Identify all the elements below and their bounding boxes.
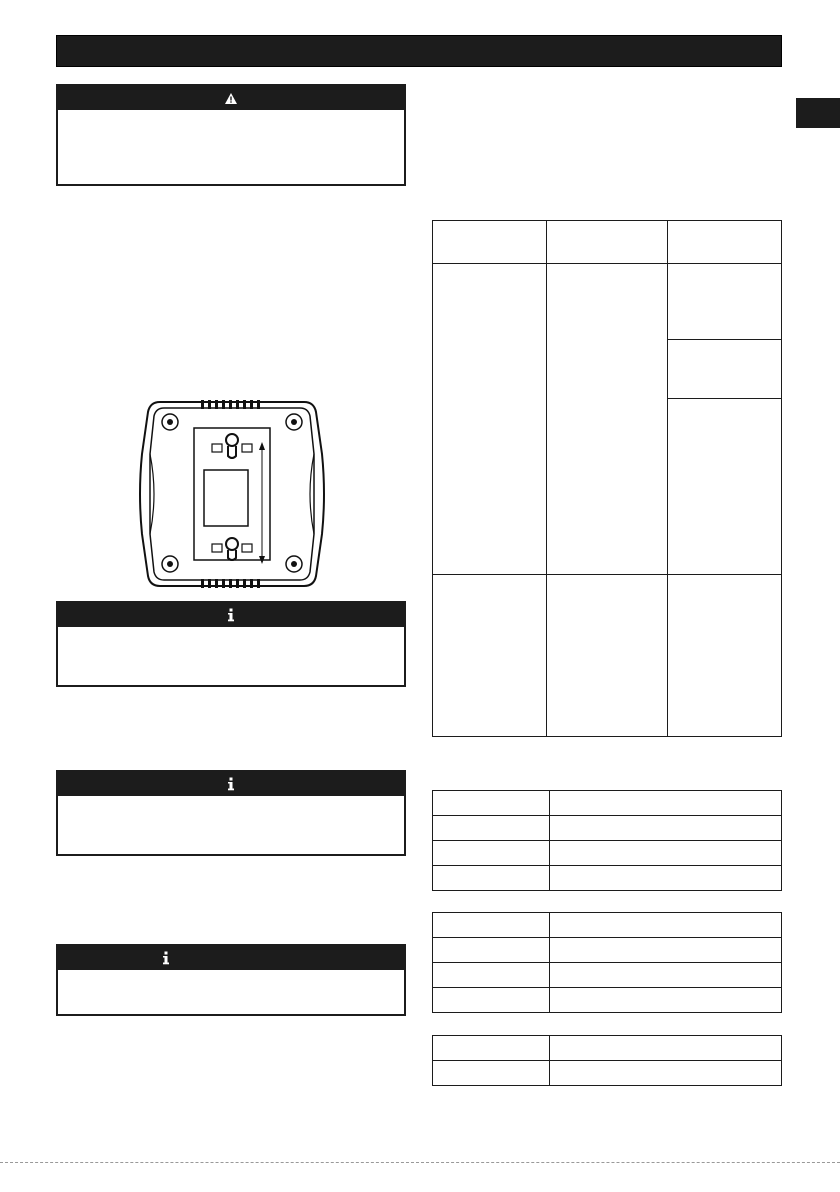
- spec-row: [433, 1036, 782, 1061]
- info-icon: [162, 951, 170, 965]
- spec-label: [433, 866, 550, 891]
- info-notice-1: [56, 601, 406, 687]
- status-table-cell: [668, 264, 782, 340]
- spec-row: [433, 1061, 782, 1086]
- spec-table-1: [432, 790, 782, 891]
- spec-value: [550, 988, 782, 1013]
- spec-label: [433, 963, 550, 988]
- spec-label: [433, 913, 550, 938]
- status-table-cell: [547, 264, 668, 575]
- status-table-cell: [668, 399, 782, 575]
- charger-underside-figure: [138, 394, 326, 594]
- status-table-row: [433, 575, 782, 737]
- page-header-bar: [56, 35, 782, 67]
- spec-table-2: [432, 912, 782, 1013]
- status-table-cell: [547, 575, 668, 737]
- status-table: [432, 220, 782, 737]
- info-notice-3-header: [58, 946, 404, 970]
- spec-row: [433, 988, 782, 1013]
- status-table-header-cell: [668, 221, 782, 264]
- status-table-cell: [433, 264, 547, 575]
- spec-value: [550, 1061, 782, 1086]
- spec-label: [433, 988, 550, 1013]
- status-table-cell: [433, 575, 547, 737]
- spec-label: [433, 1061, 550, 1086]
- language-tab: [796, 98, 840, 128]
- spec-value: [550, 938, 782, 963]
- info-icon: [227, 608, 235, 622]
- spec-label: [433, 841, 550, 866]
- warning-triangle-icon: [224, 92, 238, 105]
- spec-value: [550, 866, 782, 891]
- spec-row: [433, 791, 782, 816]
- status-table-header-cell: [433, 221, 547, 264]
- info-notice-3: [56, 944, 406, 1016]
- info-notice-2: [56, 770, 406, 856]
- spec-row: [433, 963, 782, 988]
- spec-row: [433, 913, 782, 938]
- spec-table-3: [432, 1035, 782, 1086]
- info-notice-1-header: [58, 603, 404, 627]
- status-table-cell: [668, 575, 782, 737]
- warning-notice: [56, 84, 406, 186]
- status-table-cell: [668, 340, 782, 399]
- status-table-row: [433, 264, 782, 340]
- spec-row: [433, 938, 782, 963]
- page-edge-divider: [0, 1162, 840, 1163]
- warning-notice-header: [58, 86, 404, 110]
- spec-row: [433, 841, 782, 866]
- spec-value: [550, 913, 782, 938]
- spec-label: [433, 938, 550, 963]
- status-table-header-row: [433, 221, 782, 264]
- spec-row: [433, 866, 782, 891]
- info-notice-2-header: [58, 772, 404, 796]
- spec-value: [550, 1036, 782, 1061]
- spec-label: [433, 791, 550, 816]
- spec-value: [550, 841, 782, 866]
- spec-value: [550, 791, 782, 816]
- info-icon: [227, 777, 235, 791]
- spec-label: [433, 1036, 550, 1061]
- status-table-header-cell: [547, 221, 668, 264]
- spec-value: [550, 963, 782, 988]
- spec-value: [550, 816, 782, 841]
- spec-label: [433, 816, 550, 841]
- spec-row: [433, 816, 782, 841]
